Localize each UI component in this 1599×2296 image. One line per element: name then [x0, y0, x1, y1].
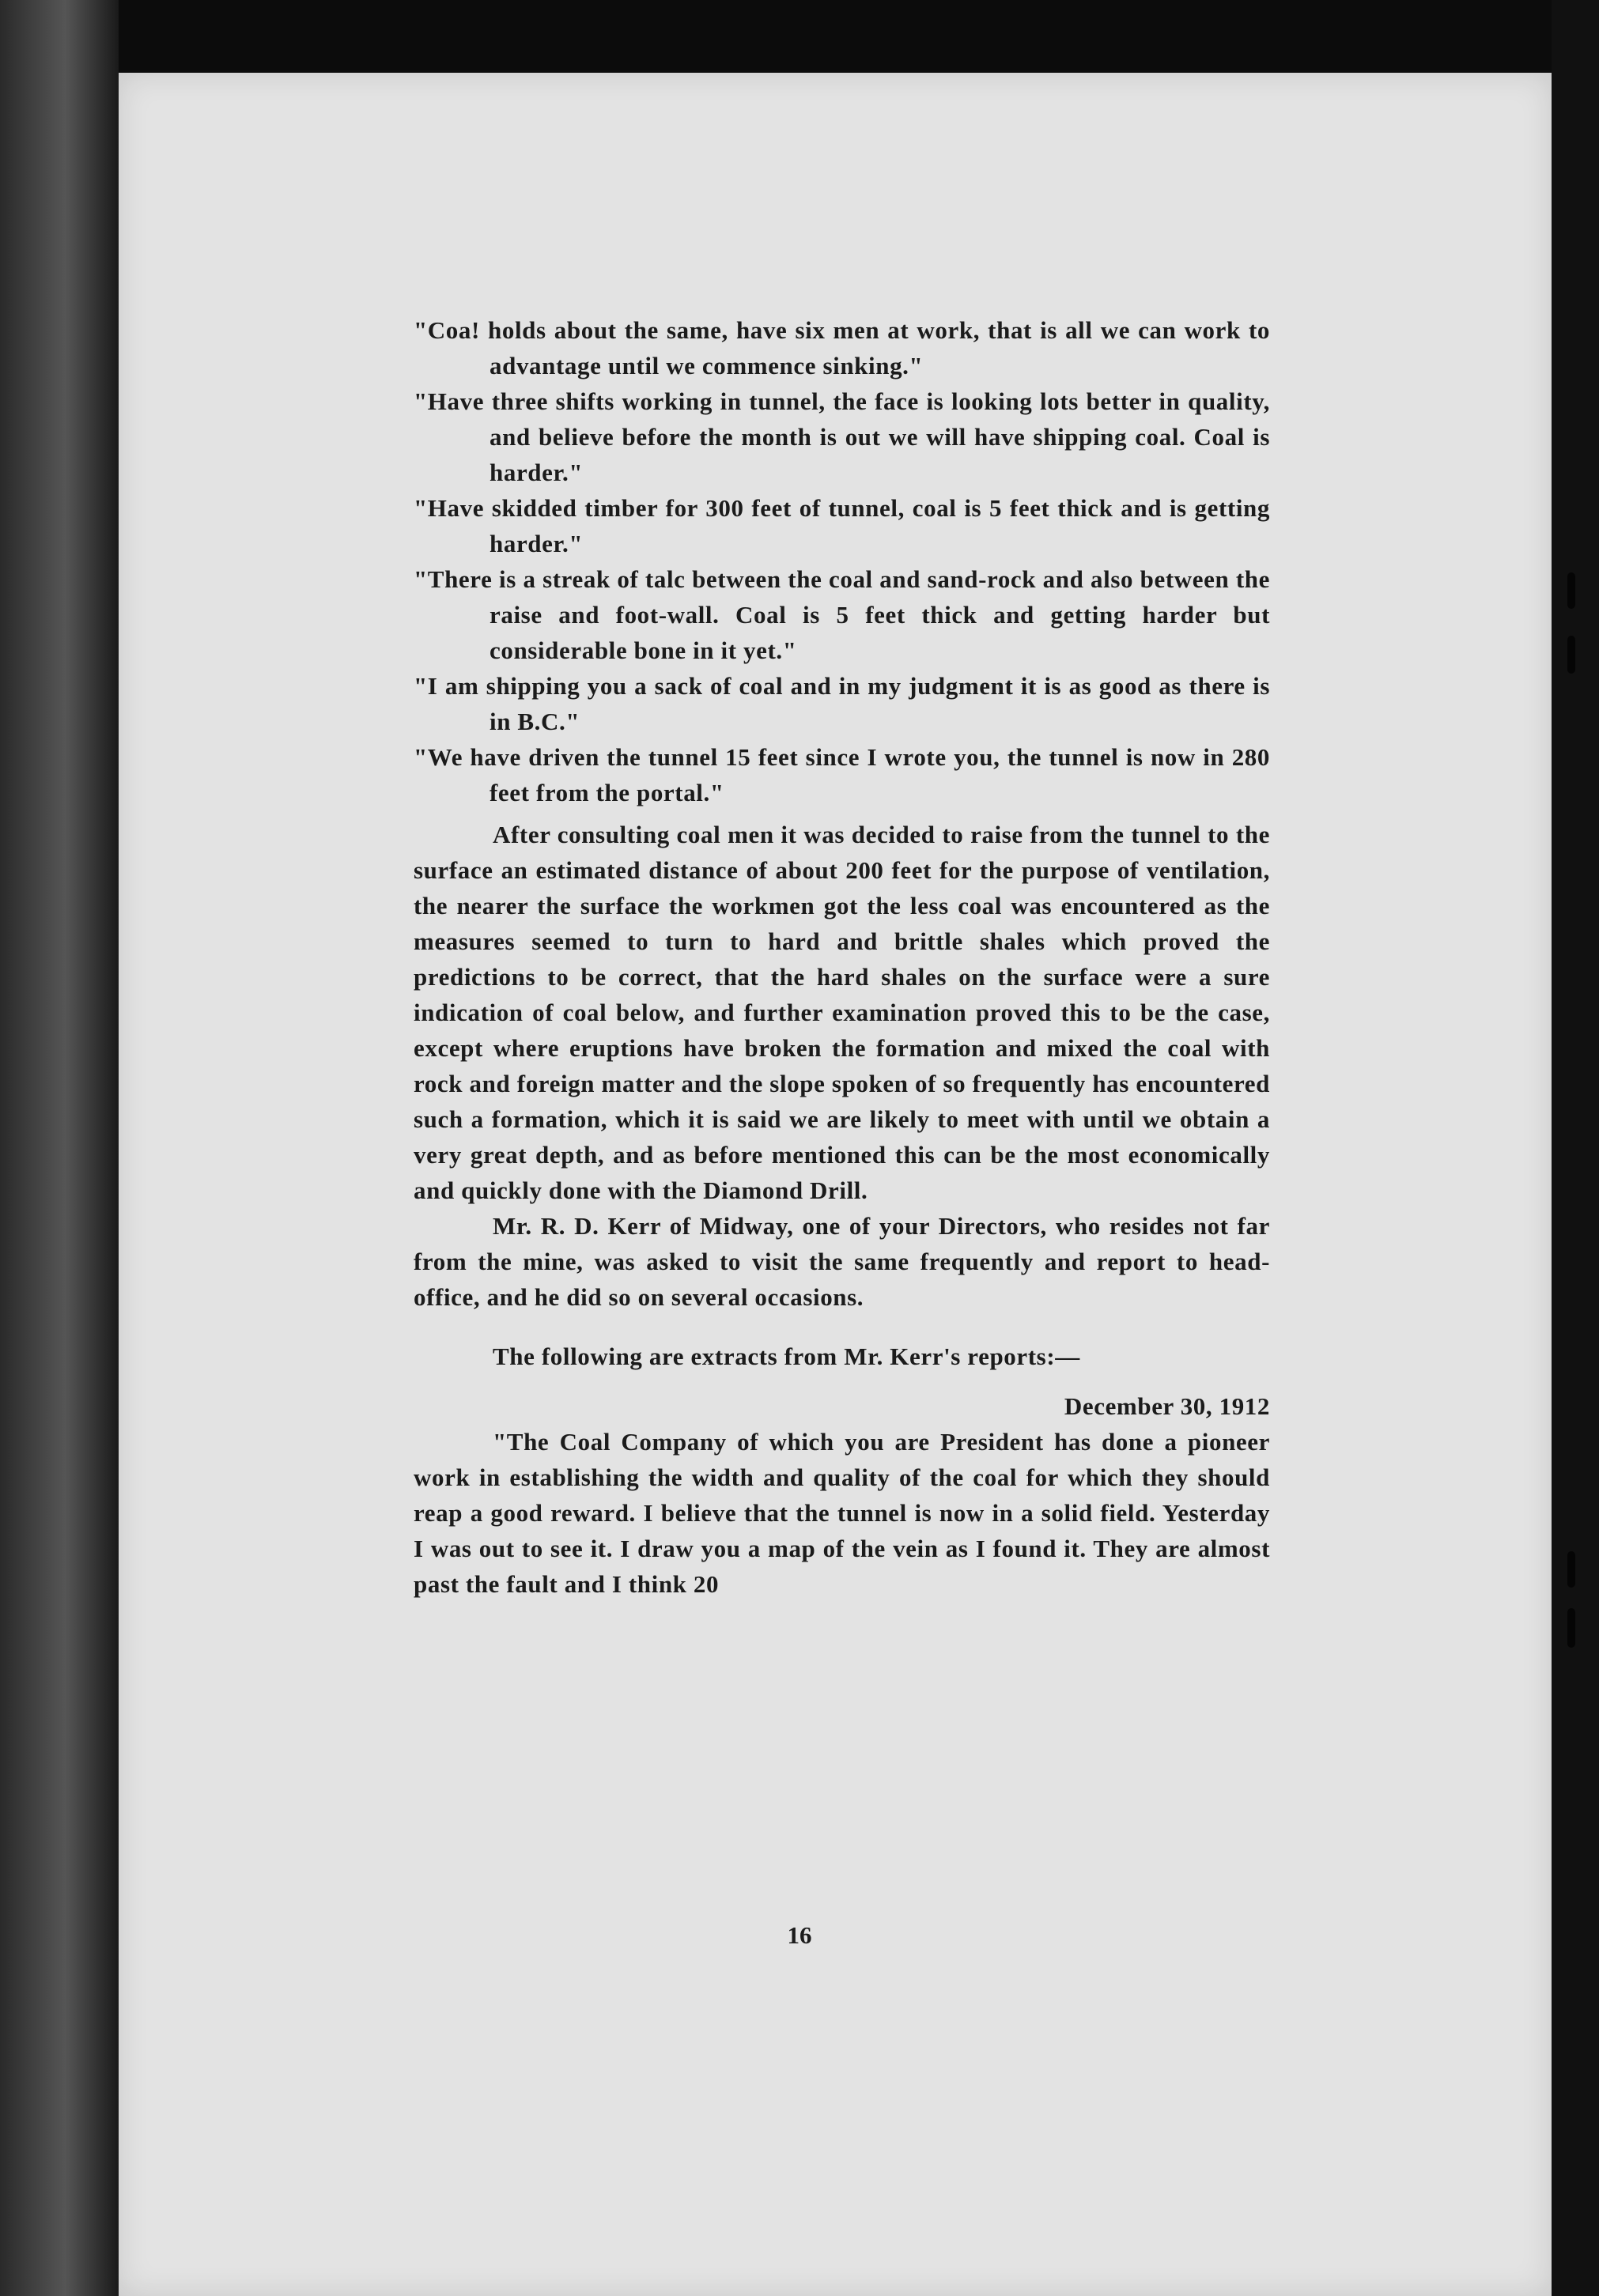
- scan-border-right: [1552, 0, 1599, 2296]
- paragraph-kerr-director: Mr. R. D. Kerr of Midway, one of your Directors, who resides not far from the mine, was asked to visit the same frequently and report to head-office, and he did so on several occasions.: [414, 1212, 1270, 1311]
- telegram-quote: "Have skidded timber for 300 feet of tunnel, coal is 5 feet thick and is getting harder.": [414, 494, 1270, 557]
- margin-mark: [1567, 1551, 1575, 1588]
- margin-mark: [1567, 636, 1575, 674]
- telegram-quote: "I am shipping you a sack of coal and in my judgment it is as good as there is in B.C.": [414, 672, 1270, 735]
- body-text: [414, 312, 1270, 1602]
- telegram-quote: "Have three shifts working in tunnel, the face is looking lots better in quality, and believe before the month is out we will have shipping coal. Coal is harder.": [414, 387, 1270, 486]
- margin-mark: [1567, 572, 1575, 609]
- paragraph-kerr-report: "The Coal Company of which you are President has done a pioneer work in establishing the width and quality of the coal for which they should reap a good reward. I believe that the tunnel is now in a solid field. Yesterday I was out to see it. I draw you a map of the vein as I found it. They are almost past the fault and I think 20: [414, 1428, 1270, 1598]
- scan-border-top: [0, 0, 1599, 73]
- paragraph-ventilation: After consulting coal men it was decided to raise from the tunnel to the surface an estimated distance of about 200 feet for the purpose of ventilation, the nearer the surface the workmen got the less coal was encountered as the measures seemed to turn to hard and brittle shales which proved the predictions to be correct, that the hard shales on the surface were a sure indication of coal below, and further examination proved this to be the case, except where eruptions have broken the formation and mixed the coal with rock and foreign matter and the slope spoken of so frequently has encountered such a formation, which it is said we are likely to meet with until we obtain a very great depth, and as before mentioned this can be the most economically and quickly done with the Diamond Drill.: [414, 821, 1270, 1204]
- telegram-quote: "There is a streak of talc between the coal and sand-rock and also between the raise and foot-wall. Coal is 5 feet thick and getting harder but considerable bone in it yet.": [414, 565, 1270, 664]
- scan-border-left: [0, 0, 119, 2296]
- report-date: December 30, 1912: [1064, 1392, 1270, 1420]
- margin-mark: [1567, 1608, 1575, 1648]
- page-number: 16: [787, 1921, 812, 1949]
- telegram-quote: "We have driven the tunnel 15 feet since I wrote you, the tunnel is now in 280 feet from the portal.": [414, 743, 1270, 806]
- paragraph-extracts-intro: The following are extracts from Mr. Kerr's reports:—: [493, 1342, 1080, 1370]
- telegram-quote: "Coa! holds about the same, have six men at work, that is all we can work to advantage until we commence sinking.": [414, 316, 1270, 380]
